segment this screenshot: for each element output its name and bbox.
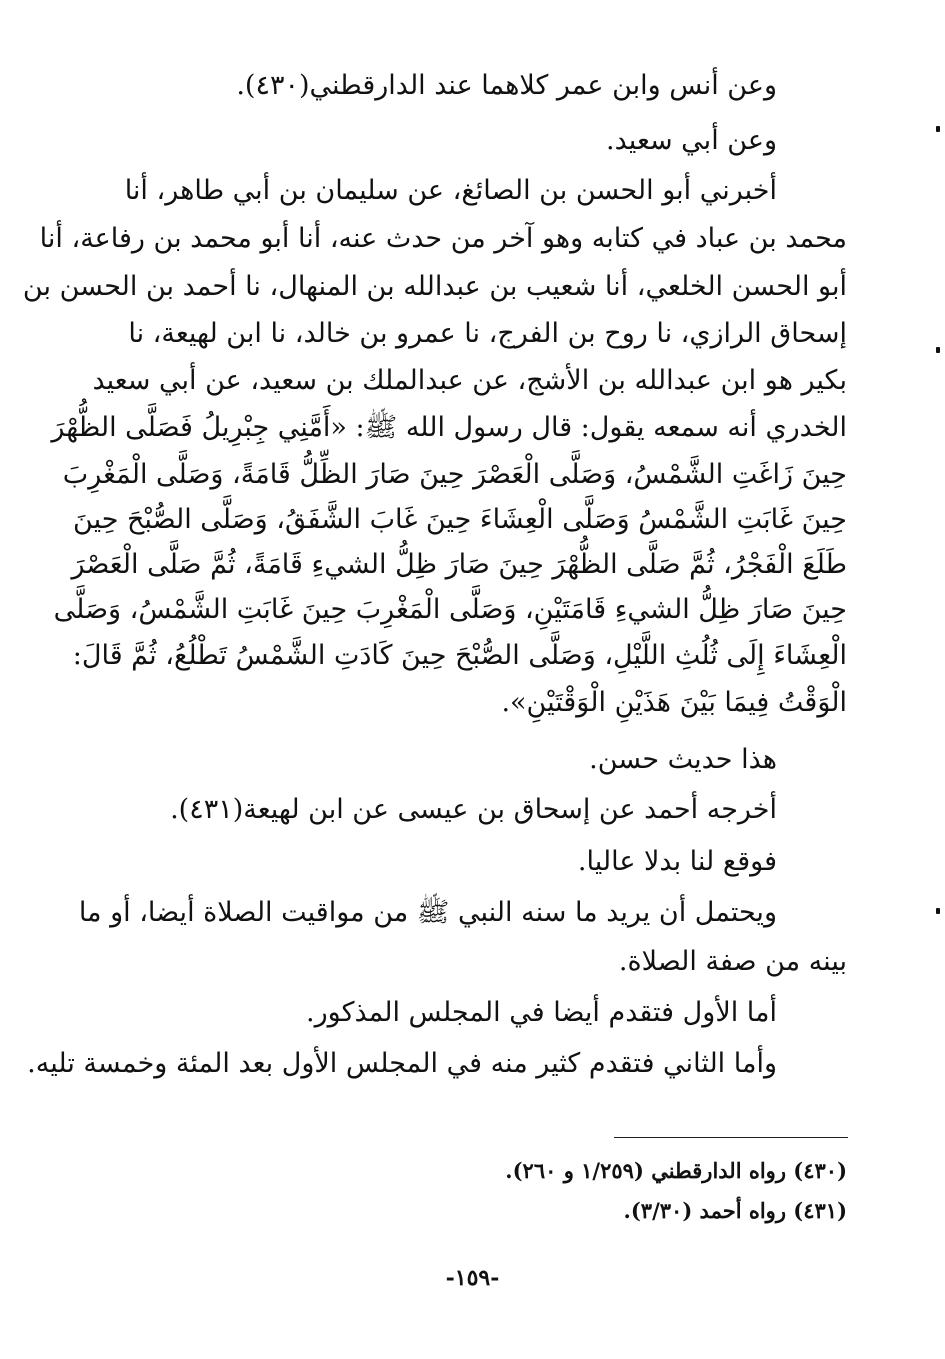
text-line: بينه من صفة الصلاة. <box>618 946 847 977</box>
text-line: وعن أبي سعيد. <box>606 125 777 156</box>
text-line: أخرجه أحمد عن إسحاق بن عيسى عن ابن لهيعة(٤٣١). <box>170 794 777 825</box>
footnote: (٤٣٠) رواه الدارقطني (١/٢٥٩ و ٢٦٠). <box>505 1158 847 1183</box>
text-line: أبو الحسن الخلعي، أنا شعيب بن عبدالله بن المنهال، نا أحمد بن الحسن بن <box>22 271 847 302</box>
footnote-divider <box>614 1137 848 1138</box>
text-line: حِينَ صَارَ ظِلُّ الشيءِ قَامَتَيْنِ، وَصَلَّى الْمَغْرِبَ حِينَ غَابَتِ الشَّمْسُ، وَصَلَّى <box>53 594 847 625</box>
text-line: طَلَعَ الْفَجْرُ، ثُمَّ صَلَّى الظُّهْرَ حِينَ صَارَ ظِلُّ الشيءِ قَامَةً، ثُمَّ صَلَّى الْعَصْرَ <box>71 549 847 580</box>
text-line: وأما الثاني فتقدم كثير منه في المجلس الأول بعد المئة وخمسة تليه. <box>27 1048 777 1079</box>
text-line: أخبرني أبو الحسن بن الصائغ، عن سليمان بن أبي طاهر، أنا <box>124 175 777 206</box>
text-line: بكير هو ابن عبدالله بن الأشج، عن عبدالملك بن سعيد، عن أبي سعيد <box>92 365 847 396</box>
text-line: أما الأول فتقدم أيضا في المجلس المذكور. <box>306 997 777 1028</box>
text-line: فوقع لنا بدلا عاليا. <box>577 846 777 877</box>
text-line: الخدري أنه سمعه يقول: قال رسول الله ﷺ: «أَمَّنِي جِبْرِيلُ فَصَلَّى الظُّهْرَ <box>51 412 847 443</box>
binding-hole-mark <box>936 126 940 132</box>
binding-hole-mark <box>936 347 940 353</box>
text-line: الْوَقْتُ فِيمَا بَيْنَ هَذَيْنِ الْوَقْتَيْنِ». <box>501 687 847 718</box>
footnote: (٤٣١) رواه أحمد (٣/٣٠). <box>623 1198 847 1223</box>
text-line: ويحتمل أن يريد ما سنه النبي ﷺ من مواقيت الصلاة أيضا، أو ما <box>78 897 777 928</box>
text-line: حِينَ غَابَتِ الشَّمْسُ وَصَلَّى الْعِشَاءَ حِينَ غَابَ الشَّفَقُ، وَصَلَّى الصُّبْحَ حِينَ <box>73 504 847 535</box>
text-line: محمد بن عباد في كتابه وهو آخر من حدث عنه، أنا أبو محمد بن رفاعة، أنا <box>39 223 847 254</box>
text-line: وعن أنس وابن عمر كلاهما عند الدارقطني(٤٣٠). <box>236 70 777 101</box>
text-line: هذا حديث حسن. <box>589 744 777 775</box>
text-line: حِينَ زَاغَتِ الشَّمْسُ، وَصَلَّى الْعَصْرَ حِينَ صَارَ الظِّلُّ قَامَةً، وَصَلَّى الْمَغْرِبَ <box>62 459 847 490</box>
binding-hole-mark <box>936 908 940 914</box>
text-line: الْعِشَاءَ إِلَى ثُلُثِ اللَّيْلِ، وَصَلَّى الصُّبْحَ حِينَ كَادَتِ الشَّمْسُ تَطْلُعُ، ثُمَّ قَالَ: <box>72 640 847 671</box>
page-number: -١٥٩- <box>445 1265 500 1291</box>
text-line: إسحاق الرازي، نا روح بن الفرج، نا عمرو بن خالد، نا ابن لهيعة، نا <box>128 318 847 349</box>
